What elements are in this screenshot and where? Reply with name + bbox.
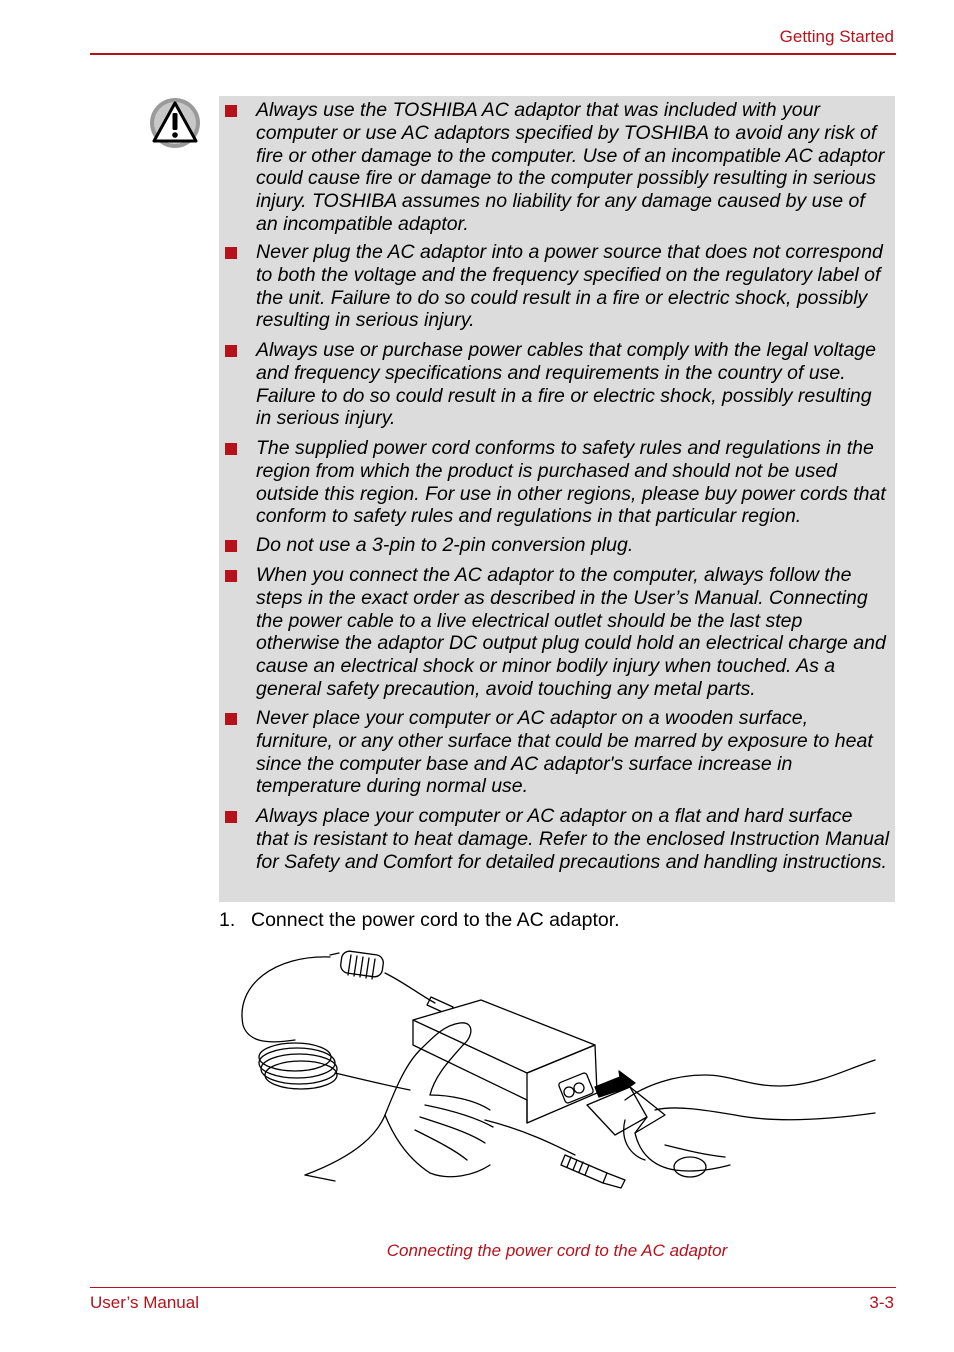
header-section-title: Getting Started bbox=[779, 27, 894, 46]
footer-rule bbox=[90, 1287, 896, 1288]
warning-text: The supplied power cord conforms to safety rules and regulations in the region from which the product is purchased and should not be used outside this region. For use in other regions, please buy power cords that conform to safety rules and regulations in that particular region. bbox=[256, 437, 886, 528]
bullet-square-icon bbox=[225, 570, 237, 582]
warning-text: Never place your computer or AC adaptor on a wooden surface, furniture, or any other surface that could be marred by exposure to heat since the computer base and AC adaptor's surface increase in temperature during normal use. bbox=[256, 707, 873, 798]
warning-text: Always use or purchase power cables that comply with the legal voltage and frequency specifications and requirements in the country of use. Failure to do so could result in a fire or electric shock, possibly resulting in serious injury. bbox=[256, 339, 876, 430]
footer-page-number: 3-3 bbox=[869, 1293, 894, 1312]
header-rule bbox=[90, 53, 896, 55]
warning-box bbox=[219, 96, 895, 902]
warning-text: Do not use a 3-pin to 2-pin conversion plug. bbox=[256, 534, 634, 556]
bullet-square-icon bbox=[225, 811, 237, 823]
bullet-square-icon bbox=[225, 105, 237, 117]
figure-ac-adaptor-illustration bbox=[235, 945, 885, 1205]
step-number: 1. bbox=[219, 909, 236, 931]
bullet-square-icon bbox=[225, 713, 237, 725]
footer-manual-name: User’s Manual bbox=[90, 1293, 199, 1312]
warning-text: Never plug the AC adaptor into a power source that does not correspond to both the voltage and the frequency specified on the regulatory label of the unit. Failure to do so could result in a fire or electric shock, possibly resulting in serious injury. bbox=[256, 241, 883, 332]
warning-text: When you connect the AC adaptor to the computer, always follow the steps in the exact order as described in the User’s Manual. Connecting the power cable to a live electrical outlet should be the last step otherwise the adaptor DC output plug could hold an electrical charge and cause an electrical shock or minor bodily injury when touched. As a general safety precaution, avoid touching any metal parts. bbox=[256, 564, 886, 700]
warning-text: Always place your computer or AC adaptor on a flat and hard surface that is resistant to heat damage. Refer to the enclosed Instruction Manual for Safety and Comfort for detailed precautions and handling instructions. bbox=[256, 805, 890, 873]
warning-triangle-icon bbox=[148, 96, 202, 150]
warning-text: Always use the TOSHIBA AC adaptor that was included with your computer or use AC adaptors specified by TOSHIBA to avoid any risk of fire or other damage to the computer. Use of an incompatible AC adaptor could cause fire or damage to the computer possibly resulting in serious injury. TOSHIBA assumes no liability for any damage caused by use of an incompatible adaptor. bbox=[256, 99, 885, 235]
bullet-square-icon bbox=[225, 540, 237, 552]
step-item bbox=[219, 909, 620, 932]
bullet-square-icon bbox=[225, 247, 237, 259]
figure-caption: Connecting the power cord to the AC adaptor bbox=[386, 1241, 728, 1260]
bullet-square-icon bbox=[225, 345, 237, 357]
bullet-square-icon bbox=[225, 443, 237, 455]
step-text: Connect the power cord to the AC adaptor. bbox=[251, 909, 620, 931]
